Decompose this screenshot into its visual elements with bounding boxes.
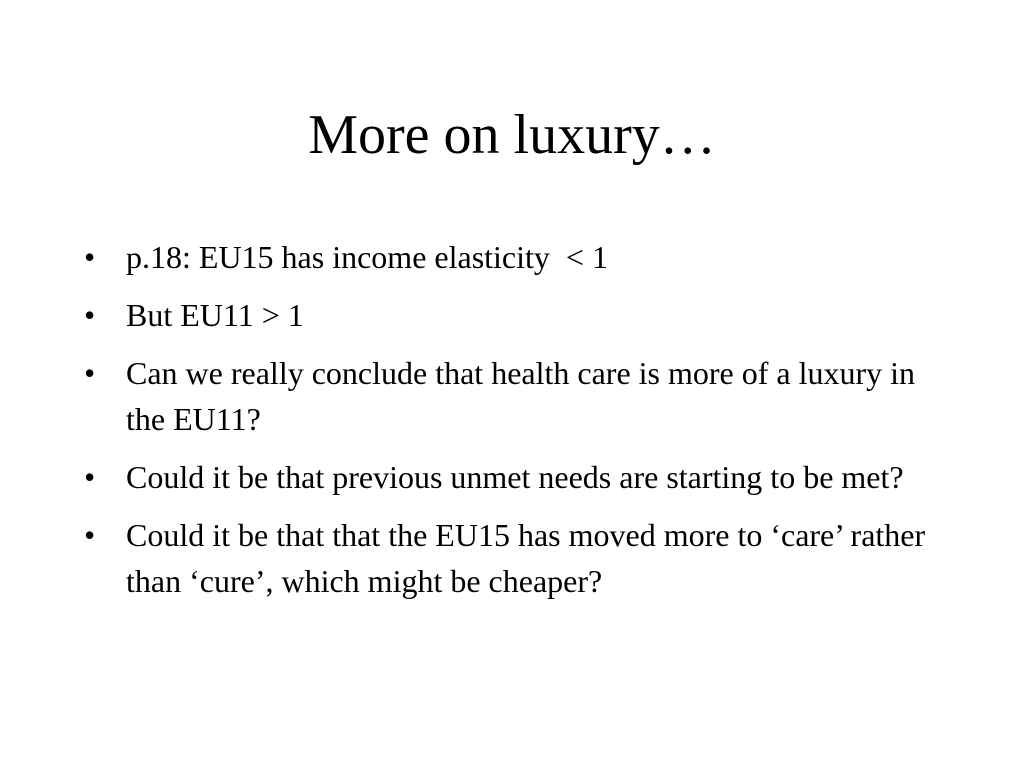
bullet-text: Can we really conclude that health care is more of a luxury in the EU11? — [126, 355, 916, 437]
bullet-text: Could it be that previous unmet needs are starting to be met? — [126, 459, 904, 495]
bullet-item — [84, 292, 944, 338]
bullet-text: p.18: EU15 has income elasticity < 1 — [126, 239, 608, 275]
bullet-icon: • — [84, 239, 96, 275]
bullet-icon: • — [84, 517, 96, 553]
bullet-item — [84, 512, 944, 604]
bullet-icon: • — [84, 297, 96, 333]
bullet-item — [84, 350, 944, 442]
bullet-icon: • — [84, 355, 96, 391]
slide-title: More on luxury… — [308, 104, 716, 166]
bullet-item — [84, 454, 944, 500]
bullet-item — [84, 234, 944, 280]
bullet-text: Could it be that that the EU15 has moved more to ‘care’ rather than ‘cure’, which might be cheaper? — [126, 517, 926, 599]
bullet-text: But EU11 > 1 — [126, 297, 304, 333]
bullet-icon: • — [84, 459, 96, 495]
bullet-list — [84, 234, 944, 616]
